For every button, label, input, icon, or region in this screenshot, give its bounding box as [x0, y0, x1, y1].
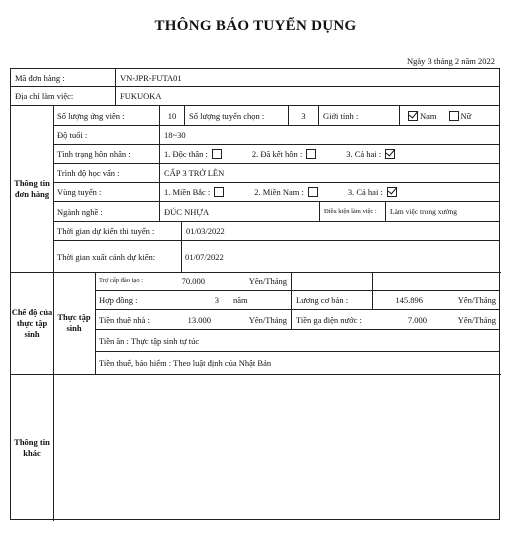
contract-value: 3: [214, 295, 219, 305]
selected-label: Số lượng tuyển chọn :: [184, 106, 288, 125]
section-other: Thông tin khác: [14, 436, 50, 458]
utilities-value: 7.000: [407, 314, 427, 325]
rent-unit: Yên/Tháng: [248, 314, 287, 325]
gender-female-label: Nữ: [460, 110, 472, 121]
industry-row: [53, 202, 499, 222]
tax-row: [95, 352, 499, 374]
other-info-area: [54, 375, 500, 519]
condition-value: Làm việc trong xưởng: [385, 202, 501, 221]
training-label: Trợ cấp đào tạo :: [99, 277, 143, 285]
salary-value: 145.896: [372, 291, 427, 309]
rent-value: 13.000: [187, 314, 211, 325]
work-location-row: [11, 87, 499, 106]
recruitment-form: [10, 68, 500, 520]
contract-row: [95, 291, 499, 310]
order-code-label: Mã đơn hàng :: [15, 72, 65, 83]
marital-row: [53, 145, 499, 164]
salary-unit: Yên/Tháng: [457, 295, 496, 305]
region-option-south: 2. Miền Nam :: [254, 187, 304, 197]
meals-text: Tiền ăn : Thực tập sinh tự túc: [99, 335, 200, 346]
applicants-row: [53, 106, 499, 126]
order-code-row: [11, 69, 499, 87]
education-label: Trình độ học vấn :: [57, 168, 120, 178]
region-options: [159, 183, 501, 201]
marital-option-single: 1. Độc thân :: [164, 149, 208, 159]
meals-row: [95, 330, 499, 352]
region-south-checkbox[interactable]: [308, 187, 318, 197]
document-date: Ngày 3 tháng 2 năm 2022: [406, 56, 495, 66]
training-row: [95, 272, 499, 291]
region-both-checkbox[interactable]: [387, 187, 397, 197]
rent-row: [95, 310, 499, 330]
gender-male-checkbox[interactable]: [408, 111, 418, 121]
region-option-both: 3. Cả hai :: [347, 187, 383, 197]
marital-label: Tình trạng hôn nhân :: [57, 149, 131, 159]
departure-label: Thời gian xuất cảnh dự kiến:: [57, 251, 156, 262]
tax-text: Tiền thuế, bảo hiểm : Theo luật định của Nhật Bản: [99, 358, 272, 368]
section-order-info: Thông tin đơn hàng: [14, 178, 50, 199]
document-title: THÔNG BÁO TUYỂN DỤNG: [154, 18, 357, 34]
gender-male-label: Nam: [420, 110, 437, 121]
education-value: CẤP 3 TRỞ LÊN: [159, 164, 501, 182]
age-row: [53, 126, 499, 145]
contract-unit: năm: [233, 295, 248, 305]
section-trainee: Thực tập sinh: [57, 312, 91, 333]
industry-label: Ngành nghề :: [57, 206, 103, 217]
contract-label: Hợp đồng :: [99, 295, 138, 305]
industry-value: ĐÚC NHỰA: [159, 202, 319, 221]
age-label: Độ tuổi :: [57, 130, 88, 140]
departure-row: [53, 241, 499, 272]
region-north-checkbox[interactable]: [214, 187, 224, 197]
condition-label: Điều kiện làm việc :: [319, 202, 385, 221]
section-benefits: Chế độ của thực tập sinh: [11, 306, 53, 339]
gender-options: [399, 106, 501, 125]
applicants-label: Số lượng ứng viên :: [57, 110, 125, 121]
marital-option-both: 3. Cả hai :: [346, 149, 382, 159]
education-row: [53, 164, 499, 183]
gender-label: Giới tính :: [318, 106, 399, 125]
training-value: 70.000: [181, 276, 205, 286]
exam-date-row: [53, 222, 499, 241]
work-location-value: FUKUOKA: [115, 87, 500, 105]
marital-single-checkbox[interactable]: [212, 149, 222, 159]
exam-date-label: Thời gian dự kiến thi tuyển :: [57, 226, 155, 236]
age-value: 18~30: [159, 126, 501, 144]
marital-option-married: 2. Đã kết hôn :: [251, 149, 303, 159]
work-location-label: Địa chỉ làm việc:: [15, 91, 74, 101]
region-label: Vùng tuyển :: [57, 187, 102, 197]
marital-married-checkbox[interactable]: [306, 149, 316, 159]
gender-female-checkbox[interactable]: [449, 111, 459, 121]
region-option-north: 1. Miền Bắc :: [164, 187, 211, 197]
order-code-value: VN-JPR-FUTA01: [115, 69, 500, 86]
utilities-label: Tiền ga điện nước :: [291, 310, 391, 329]
utilities-unit: Yên/Tháng: [457, 314, 496, 325]
salary-label: Lương cơ bản :: [291, 291, 372, 309]
departure-value: 01/07/2022: [185, 251, 224, 262]
rent-label: Tiền thuê nhà :: [99, 314, 150, 325]
training-unit: Yên/Tháng: [248, 276, 287, 286]
selected-value: 3: [288, 106, 318, 125]
marital-options: [159, 145, 501, 163]
exam-date-value: 01/03/2022: [181, 222, 501, 240]
applicants-value: 10: [159, 106, 184, 125]
region-row: [53, 183, 499, 202]
marital-both-checkbox[interactable]: [385, 149, 395, 159]
